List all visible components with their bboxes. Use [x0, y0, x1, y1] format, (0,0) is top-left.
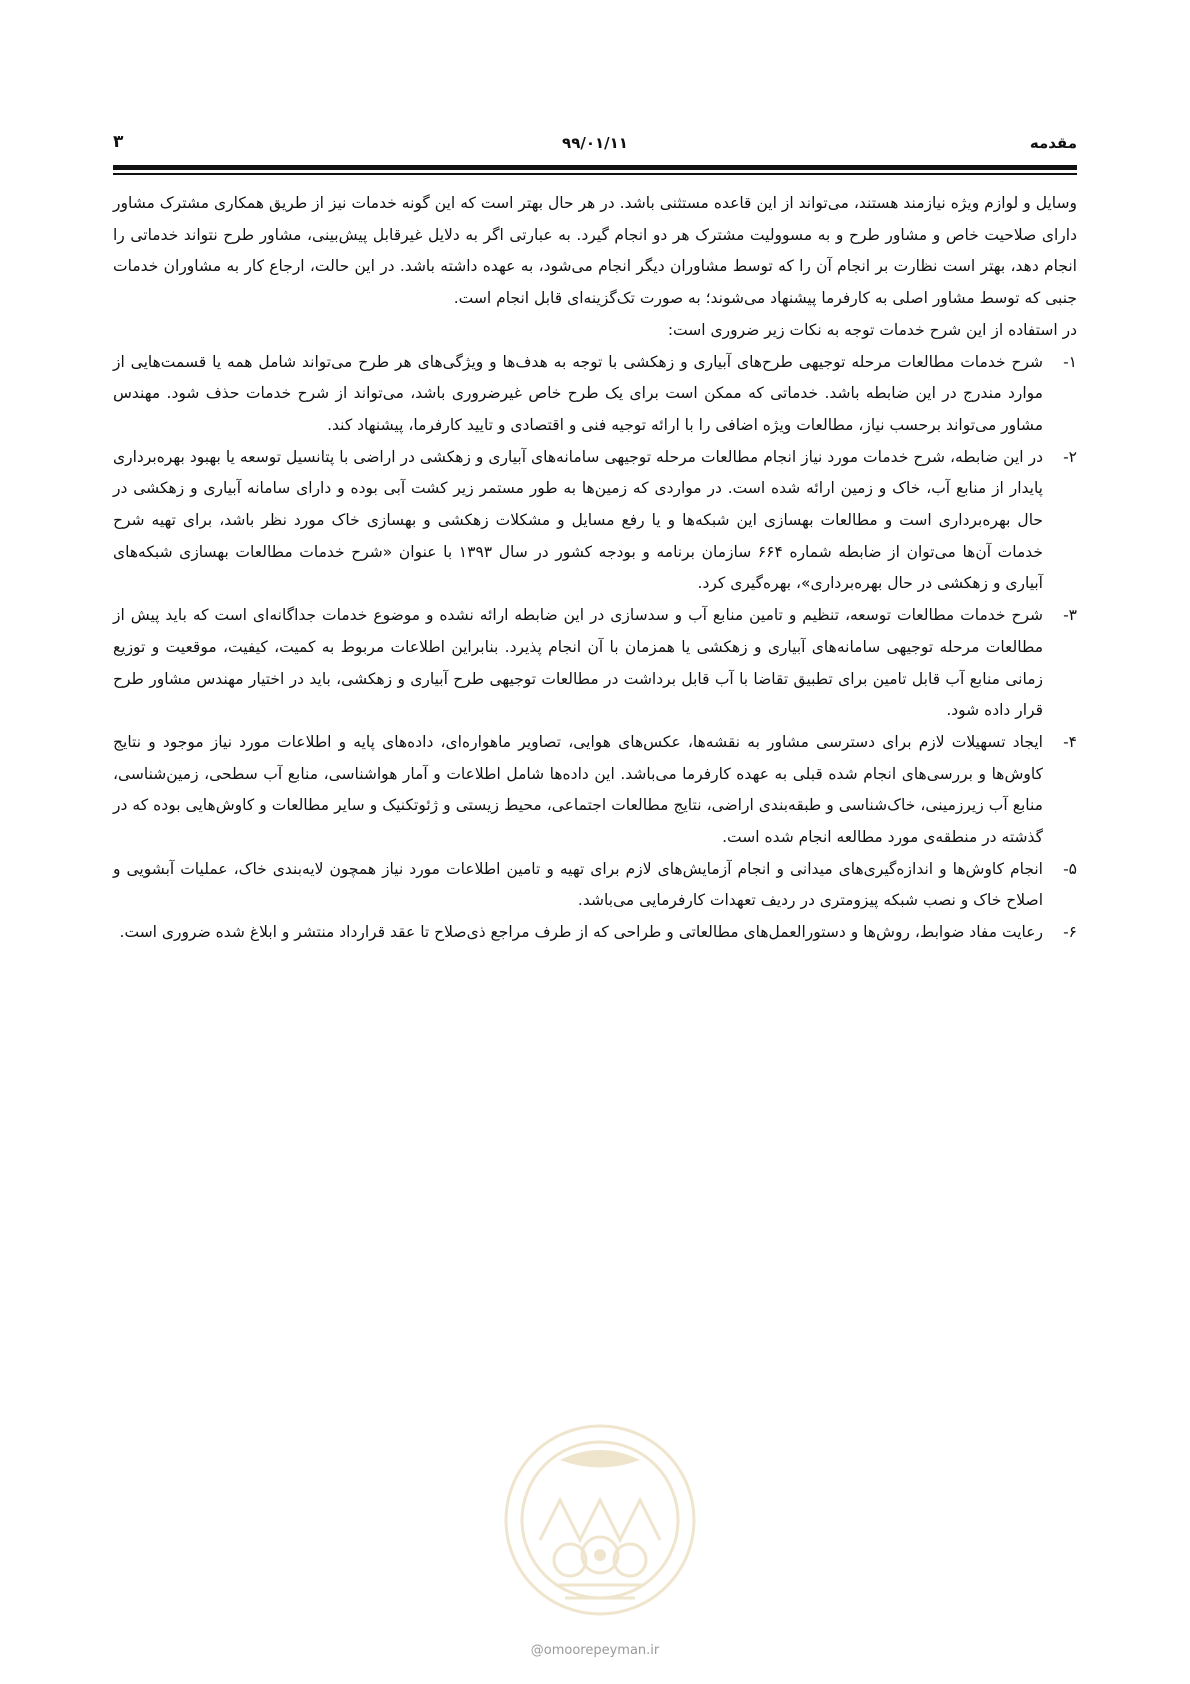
list-item-text: در این ضابطه، شرح خدمات مورد نیاز انجام مطالعات مرحله توجیهی سامانه‌های آبیاری و زهکشی در اراضی با پتانسیل توسعه یا بهبود بهره‌برداری پایدار از منابع آب، خاک و زمین ارائه شده است. در مواردی که زمین‌ها به طور مستمر زیر کشت آبی بوده و دارای سامانه آبیاری و زهکشی در حال بهره‌برداری است و مطالعات بهسازی این شبکه‌ها و یا رفع مسایل و مشکلات زهکشی و بهسازی خاک مورد نظر باشد، برای تهیه شرح خدمات آن‌ها می‌توان از ضابطه شماره ۶۶۴ سازمان برنامه و بودجه کشور در سال ۱۳۹۳ با عنوان «شرح خدمات مطالعات بهسازی شبکه‌های آبیاری و زهکشی در حال بهره‌برداری»، بهره‌گیری کرد.: [113, 447, 1043, 593]
list-item-number: ۶-: [1063, 923, 1077, 942]
list-item: [113, 917, 1077, 949]
list-item-number: ۲-: [1063, 447, 1077, 466]
list-item-text: ایجاد تسهیلات لازم برای دسترسی مشاور به نقشه‌ها، عکس‌های هوایی، تصاویر ماهواره‌ای، داده‌های پایه و اطلاعات مورد نیاز موجود و نتایج کاوش‌ها و بررسی‌های انجام شده قبلی به عهده کارفرما می‌باشد. این داده‌ها شامل اطلاعات و آمار هواشناسی، منابع آب سطحی، زمین‌شناسی، منابع آب زیرزمینی، خاک‌شناسی و طبقه‌بندی اراضی، نتایج مطالعات اجتماعی، محیط زیستی و ژئوتکنیک و سایر مطالعات و کاوش‌هایی بوده که در گذشته در منطقه‌ی مورد مطالعه انجام شده است.: [113, 732, 1043, 847]
list-item: [113, 854, 1077, 917]
list-item: [113, 727, 1077, 854]
list-item-number: ۵-: [1063, 859, 1077, 878]
document-body: [113, 188, 1077, 949]
intro-lead: در استفاده از این شرح خدمات توجه به نکات زیر ضروری است:: [667, 320, 1077, 339]
notes-list: [113, 347, 1077, 949]
list-item: [113, 347, 1077, 442]
list-item-text: شرح خدمات مطالعات توسعه، تنظیم و تامین منابع آب و سدسازی در این ضابطه ارائه نشده و موضوع خدمات جداگانه‌ای است که باید پیش از مطالعات مرحله توجیهی سامانه‌های آبیاری و زهکشی یا همزمان با آن انجام پذیرد. بنابراین اطلاعات مربوط به کمیت، کیفیت، موقعیت و توزیع زمانی منابع آب قابل تامین برای تطبیق تقاضا با آب قابل برداشت در مطالعات توجیهی طرح آبیاری و زهکشی، باید در اختیار مهندس مشاور طرح قرار داده شود.: [113, 606, 1043, 720]
list-item: [113, 600, 1077, 727]
list-item: [113, 442, 1077, 601]
list-item-text: رعایت مفاد ضوابط، روش‌ها و دستورالعمل‌های مطالعاتی و طراحی که از طرف مراجع ذی‌صلاح تا عقد قرارداد منتشر و ابلاغ شده ضروری است.: [119, 923, 1043, 942]
list-item-number: ۳-: [1063, 606, 1077, 625]
header-rule-thin: [113, 173, 1077, 175]
list-item-text: انجام کاوش‌ها و اندازه‌گیری‌های میدانی و انجام آزمایش‌های لازم برای تهیه و تامین اطلاعات مورد نیاز همچون لایه‌بندی خاک، عملیات آبشویی و اصلاح خاک و نصب شبکه پیزومتری در ردیف تعهدات کارفرمایی می‌باشد.: [113, 859, 1043, 910]
header-title: مقدمه: [1029, 134, 1077, 152]
header-rule-thick: [113, 165, 1077, 170]
list-item-number: ۴-: [1063, 732, 1077, 751]
list-item-text: شرح خدمات مطالعات مرحله توجیهی طرح‌های آبیاری و زهکشی با توجه به هدف‌ها و ویژگی‌های هر طرح می‌تواند شامل همه یا قسمت‌هایی از موارد مندرج در این ضابطه باشد. خدماتی که ممکن است برای یک طرح خاص غیرضروری باشد، می‌تواند از شرح خدمات حذف شود. مهندس مشاور می‌تواند برحسب نیاز، مطالعات ویژه اضافی را با ارائه توجیه فنی و اقتصادی و تایید کارفرما، پیشنهاد کند.: [113, 352, 1043, 434]
page-header: [113, 128, 1077, 158]
watermark-site-text: @omoorepeyman.ir: [530, 1643, 660, 1658]
page-number: ۳: [113, 132, 124, 152]
list-item-number: ۱-: [1063, 352, 1077, 371]
intro-paragraph: وسایل و لوازم ویژه نیازمند هستند، می‌تواند از این قاعده مستثنی باشد. در هر حال بهتر است که این گونه خدمات نیز از طریق همکاری مشترک مشاور دارای صلاحیت خاص و مشاور طرح و به مسوولیت مشترک هر دو انجام گیرد. به عبارتی اگر به دلایل غیرقابل پیش‌بینی، مشاور طرح نتواند خدماتی را انجام دهد، بهتر است نظارت بر انجام آن را که توسط مشاوران دیگر انجام می‌شود، به عهده داشته باشد. در این حالت، ارجاع کار به مشاوران خدمات جنبی که توسط مشاور اصلی به کارفرما پیشنهاد می‌شوند؛ به صورت تک‌گزینه‌ای قابل انجام است.: [113, 194, 1077, 308]
header-date: ۹۹/۰۱/۱۱: [562, 134, 628, 152]
watermark-seal-icon: [500, 1420, 700, 1620]
